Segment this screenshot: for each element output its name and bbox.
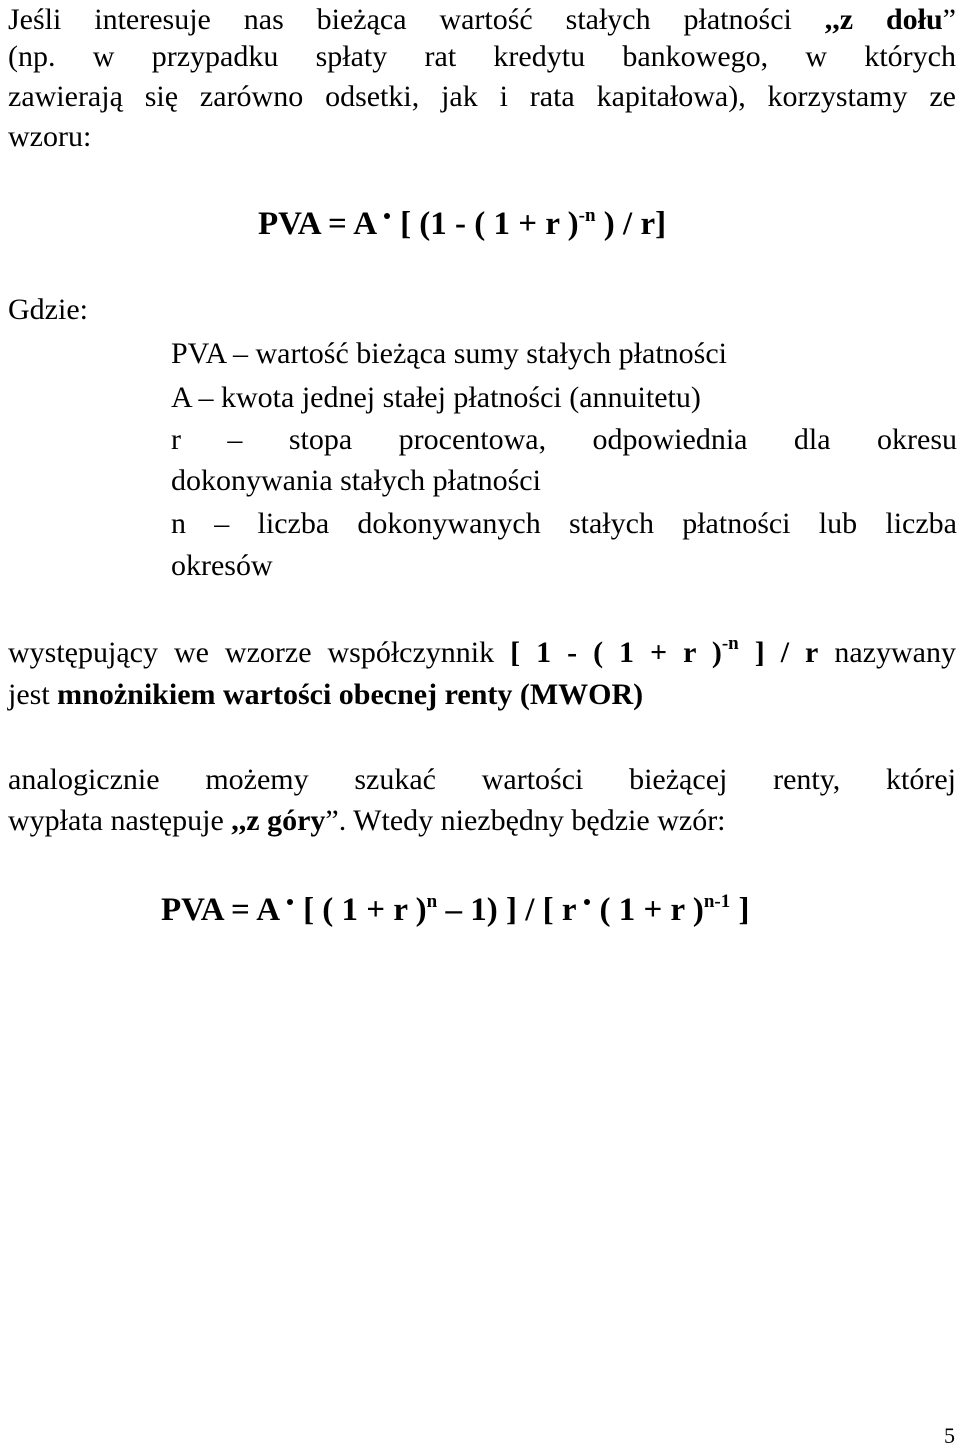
paragraph-2-line-2: jest mnożnikiem wartości obecnej renty (MWOR) (8, 678, 644, 711)
definition-n-cont: okresów (171, 549, 273, 582)
paragraph-1-line-3: zawierają się zarówno odsetki, jak i rata kapitałowa), korzystamy ze (8, 80, 956, 113)
paragraph-3-line-2: wypłata następuje ,,z góry”. Wtedy niezbędny będzie wzór: (8, 804, 726, 837)
where-label: Gdzie: (8, 293, 88, 326)
formula-pva-prenumerando: PVA = A [ ( 1 + r )$^n$ – 1) ] / [ r ( 1 + r )$^{n-1}$ ] (161, 891, 750, 928)
formula-pva-postnumerando: PVA = A [ (1 - ( 1 + r )$^{-n}$ ) / r] (258, 205, 667, 242)
definition-pva: PVA – wartość bieżąca sumy stałych płatności (171, 337, 727, 370)
definition-r-cont: dokonywania stałych płatności (171, 464, 541, 497)
paragraph-1-line-1: Jeśli interesuje nas bieżąca wartość stałych płatności ,,z dołu” (8, 3, 956, 36)
paragraph-2-line-1: występujący we wzorze współczynnik [ 1 - ( 1 + r )$^{-n}$ ] / r nazywany (8, 633, 956, 669)
paragraph-3-line-1: analogicznie możemy szukać wartości bieżącej renty, której (8, 763, 956, 796)
multiplication-dot (584, 899, 590, 905)
page-number: 5 (944, 1423, 955, 1448)
paragraph-1-line-2: (np. w przypadku spłaty rat kredytu bankowego, w których (8, 40, 956, 73)
paragraph-1-line-4: wzoru: (8, 120, 92, 153)
multiplication-dot (287, 899, 293, 905)
definition-a: A – kwota jednej stałej płatności (annuitetu) (171, 381, 701, 414)
definition-r: r – stopa procentowa, odpowiednia dla okresu (171, 423, 957, 456)
multiplication-dot (384, 213, 390, 219)
definition-n: n – liczba dokonywanych stałych płatności lub liczba (171, 507, 957, 540)
